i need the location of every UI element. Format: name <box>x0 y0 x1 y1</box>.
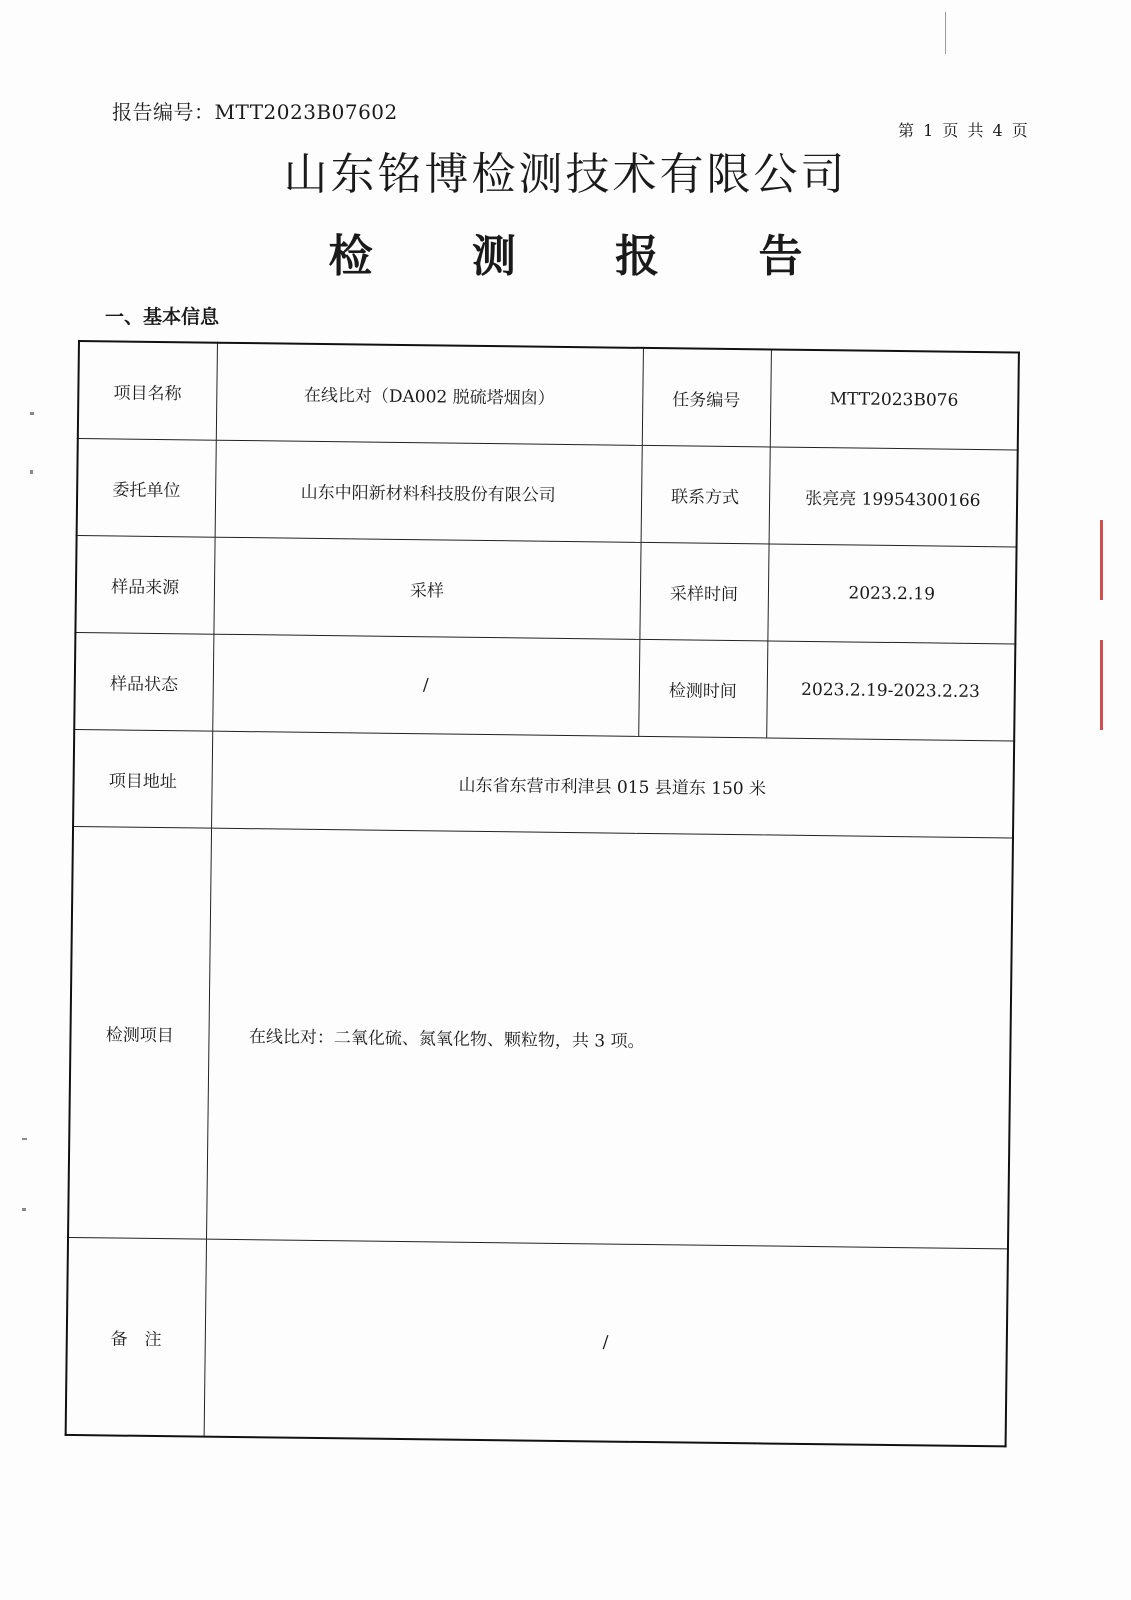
sampling-time-label: 采样时间 <box>639 542 768 641</box>
basic-info-table <box>65 340 1020 1447</box>
sample-status-label: 样品状态 <box>74 632 213 731</box>
address-value: 山东省东营市利津县 015 县道东 150 米 <box>211 731 1014 838</box>
items-label: 检测项目 <box>68 826 211 1239</box>
task-no-label: 任务编号 <box>642 348 771 447</box>
table-row <box>74 632 1015 740</box>
scan-speck <box>22 1138 27 1140</box>
project-name-value: 在线比对（DA002 脱硫塔烟囱） <box>216 343 643 446</box>
address-label: 项目地址 <box>73 729 212 828</box>
testing-time-label: 检测时间 <box>638 639 767 738</box>
scan-speck <box>22 1208 26 1211</box>
remarks-label: 备 注 <box>66 1237 206 1436</box>
project-name-label: 项目名称 <box>78 341 217 440</box>
page-info: 第 1 页 共 4 页 <box>898 121 1030 140</box>
document-title: 检 测 报 告 <box>328 231 845 282</box>
report-number: 报告编号：MTT2023B07602 <box>112 100 398 124</box>
table-row <box>77 439 1018 547</box>
testing-time-value: 2023.2.19-2023.2.23 <box>766 641 1015 741</box>
scan-artifact-line <box>945 12 946 54</box>
sample-status-value: / <box>212 634 639 736</box>
section-title: 一、基本信息 <box>105 306 220 328</box>
company-name: 山东铭博检测技术有限公司 <box>283 149 848 200</box>
client-value: 山东中阳新材料科技股份有限公司 <box>215 440 642 542</box>
table-row <box>66 1237 1008 1446</box>
client-label: 委托单位 <box>77 439 216 538</box>
sample-source-value: 采样 <box>213 537 640 639</box>
scan-speck <box>30 470 33 474</box>
sample-source-label: 样品来源 <box>75 535 214 634</box>
table-row <box>75 535 1016 643</box>
table-row <box>78 341 1019 450</box>
contact-label: 联系方式 <box>641 445 770 544</box>
contact-value: 张亮亮 19954300166 <box>769 447 1018 547</box>
table-row <box>68 826 1013 1248</box>
stamp-edge-mark <box>1100 520 1103 600</box>
scan-speck <box>30 412 34 415</box>
stamp-edge-mark <box>1100 640 1103 730</box>
remarks-value: / <box>204 1239 1008 1446</box>
sampling-time-value: 2023.2.19 <box>767 544 1016 644</box>
items-value: 在线比对：二氧化硫、氮氧化物、颗粒物，共 3 项。 <box>206 828 1013 1249</box>
task-no-value: MTT2023B076 <box>770 349 1019 450</box>
table-row <box>73 729 1014 837</box>
